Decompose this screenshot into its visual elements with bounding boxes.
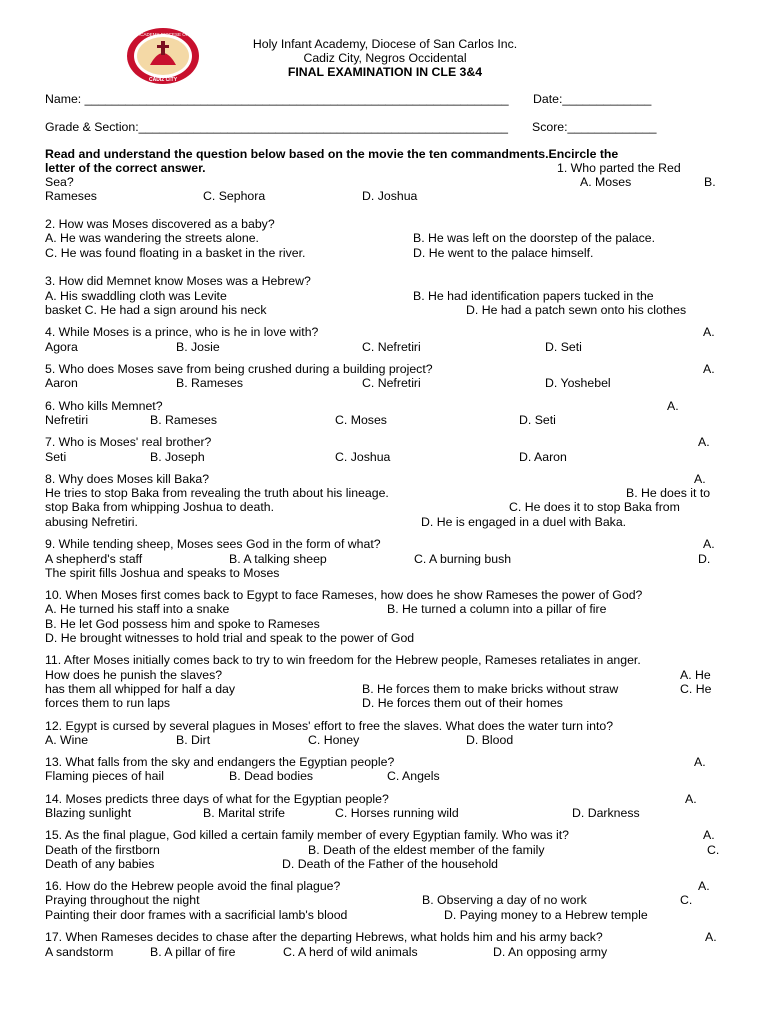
exam-title: FINAL EXAMINATION IN CLE 3&4 bbox=[287, 65, 483, 79]
q7-option-d[interactable]: D. Aaron bbox=[519, 450, 567, 464]
q10-option-d[interactable]: D. He brought witnesses to hold trial and speak to the power of God bbox=[45, 631, 415, 645]
q7-option-b[interactable]: B. Joseph bbox=[150, 450, 205, 464]
school-location: Cadiz City, Negros Occidental bbox=[303, 51, 467, 65]
q16-option-b[interactable]: B. Observing a day of no work bbox=[422, 893, 587, 907]
q13-option-c[interactable]: C. Angels bbox=[387, 769, 440, 783]
q3-option-a[interactable]: A. His swaddling cloth was Levite bbox=[45, 289, 227, 303]
grade-section-field[interactable]: Grade & Section:______________________________________________________ bbox=[45, 120, 508, 134]
q11-option-c-letter[interactable]: C. He bbox=[680, 682, 712, 696]
date-field[interactable]: Date:_____________ bbox=[533, 92, 652, 106]
q17-option-d[interactable]: D. An opposing army bbox=[493, 945, 608, 959]
q16-option-c-letter[interactable]: C. bbox=[680, 893, 693, 907]
school-name: Holy Infant Academy, Diocese of San Carlos Inc. bbox=[252, 37, 518, 51]
q8-option-c[interactable]: abusing Nefretiri. bbox=[45, 515, 138, 529]
q15-option-d[interactable]: D. Death of the Father of the household bbox=[282, 857, 499, 871]
q11-option-b[interactable]: B. He forces them to make bricks without straw bbox=[362, 682, 619, 696]
q17-option-b[interactable]: B. A pillar of fire bbox=[150, 945, 236, 959]
q11-option-d[interactable]: D. He forces them out of their homes bbox=[362, 696, 563, 710]
q5-option-b[interactable]: B. Rameses bbox=[176, 376, 243, 390]
question-4-text: 4. While Moses is a prince, who is he in love with? bbox=[45, 325, 319, 339]
q11-option-c[interactable]: forces them to run laps bbox=[45, 696, 171, 710]
q1-option-c[interactable]: C. Sephora bbox=[203, 189, 266, 203]
q6-option-d[interactable]: D. Seti bbox=[519, 413, 556, 427]
q9-option-c[interactable]: C. A burning bush bbox=[414, 552, 512, 566]
q13-option-a-letter[interactable]: A. bbox=[694, 755, 706, 769]
q9-option-d[interactable]: The spirit fills Joshua and speaks to Moses bbox=[45, 566, 280, 580]
q5-option-a[interactable]: Aaron bbox=[45, 376, 78, 390]
q8-option-c-letter[interactable]: C. He does it to stop Baka from bbox=[509, 500, 680, 514]
q1-option-b[interactable]: Rameses bbox=[45, 189, 97, 203]
q15-option-c-letter[interactable]: C. bbox=[707, 843, 720, 857]
q8-option-b-letter[interactable]: B. He does it to bbox=[626, 486, 711, 500]
q14-option-c[interactable]: C. Horses running wild bbox=[335, 806, 459, 820]
question-15-text: 15. As the final plague, God killed a certain family member of every Egyptian family. Who was it? bbox=[45, 828, 569, 842]
instructions-line-2: letter of the correct answer. bbox=[45, 161, 206, 175]
q16-option-a-letter[interactable]: A. bbox=[698, 879, 710, 893]
question-5-text: 5. Who does Moses save from being crushed during a building project? bbox=[45, 362, 433, 376]
q15-option-b[interactable]: B. Death of the eldest member of the family bbox=[308, 843, 545, 857]
q7-option-a-letter[interactable]: A. bbox=[698, 435, 710, 449]
score-field[interactable]: Score:_____________ bbox=[532, 120, 657, 134]
question-7-text: 7. Who is Moses' real brother? bbox=[45, 435, 212, 449]
q6-option-a-letter[interactable]: A. bbox=[667, 399, 679, 413]
question-1-text-cont: Sea? bbox=[45, 175, 74, 189]
question-3-text: 3. How did Memnet know Moses was a Hebrew? bbox=[45, 274, 311, 288]
q12-option-a[interactable]: A. Wine bbox=[45, 733, 89, 747]
q16-option-d[interactable]: D. Paying money to a Hebrew temple bbox=[444, 908, 648, 922]
q7-option-a[interactable]: Seti bbox=[45, 450, 67, 464]
q15-option-a[interactable]: Death of the firstborn bbox=[45, 843, 160, 857]
q2-option-d[interactable]: D. He went to the palace himself. bbox=[413, 246, 594, 260]
q4-option-a-letter[interactable]: A. bbox=[703, 325, 715, 339]
q16-option-a[interactable]: Praying throughout the night bbox=[45, 893, 200, 907]
q13-option-b[interactable]: B. Dead bodies bbox=[229, 769, 314, 783]
q5-option-d[interactable]: D. Yoshebel bbox=[545, 376, 611, 390]
q6-option-c[interactable]: C. Moses bbox=[335, 413, 387, 427]
q17-option-a[interactable]: A sandstorm bbox=[45, 945, 114, 959]
q9-option-b[interactable]: B. A talking sheep bbox=[229, 552, 327, 566]
q12-option-c[interactable]: C. Honey bbox=[308, 733, 360, 747]
q14-option-a[interactable]: Blazing sunlight bbox=[45, 806, 132, 820]
q9-option-a-letter[interactable]: A. bbox=[703, 537, 715, 551]
q2-option-b[interactable]: B. He was left on the doorstep of the palace. bbox=[413, 231, 655, 245]
q17-option-c[interactable]: C. A herd of wild animals bbox=[283, 945, 418, 959]
seal-top-text: HOLY INFANT ACADEMY DIOCESE OF SAN CARLOS bbox=[107, 32, 219, 37]
q15-option-c[interactable]: Death of any babies bbox=[45, 857, 155, 871]
question-11-text: 11. After Moses initially comes back to try to win freedom for the Hebrew people, Rameses retaliates in anger. bbox=[45, 653, 641, 667]
q5-option-a-letter[interactable]: A. bbox=[703, 362, 715, 376]
question-11-text-cont: How does he punish the slaves? bbox=[45, 668, 223, 682]
q1-option-d[interactable]: D. Joshua bbox=[362, 189, 418, 203]
q11-option-a[interactable]: has them all whipped for half a day bbox=[45, 682, 236, 696]
q8-option-a-letter[interactable]: A. bbox=[694, 472, 706, 486]
q8-option-a[interactable]: He tries to stop Baka from revealing the truth about his lineage. bbox=[45, 486, 389, 500]
question-10-text: 10. When Moses first comes back to Egypt to face Rameses, how does he show Rameses the power of God? bbox=[45, 588, 643, 602]
q8-option-d[interactable]: D. He is engaged in a duel with Baka. bbox=[421, 515, 627, 529]
school-seal-logo bbox=[107, 27, 219, 85]
name-field[interactable]: Name: ______________________________________________________________ bbox=[45, 92, 509, 106]
q9-option-a[interactable]: A shepherd's staff bbox=[45, 552, 143, 566]
q8-option-b[interactable]: stop Baka from whipping Joshua to death. bbox=[45, 500, 274, 514]
q14-option-d[interactable]: D. Darkness bbox=[572, 806, 640, 820]
q10-option-c[interactable]: B. He let God possess him and spoke to Rameses bbox=[45, 617, 320, 631]
q4-option-b[interactable]: B. Josie bbox=[176, 340, 220, 354]
q6-option-a[interactable]: Nefretiri bbox=[45, 413, 89, 427]
q14-option-b[interactable]: B. Marital strife bbox=[203, 806, 285, 820]
q12-option-d[interactable]: D. Blood bbox=[466, 733, 514, 747]
q14-option-a-letter[interactable]: A. bbox=[685, 792, 697, 806]
q4-option-c[interactable]: C. Nefretiri bbox=[362, 340, 421, 354]
seal-bottom-text: CADIZ CITY bbox=[148, 77, 178, 83]
q3-option-b[interactable]: B. He had identification papers tucked in the bbox=[413, 289, 654, 303]
question-16-text: 16. How do the Hebrew people avoid the final plague? bbox=[45, 879, 341, 893]
q11-option-a-letter[interactable]: A. He bbox=[680, 668, 711, 682]
q5-option-c[interactable]: C. Nefretiri bbox=[362, 376, 421, 390]
question-2-text: 2. How was Moses discovered as a baby? bbox=[45, 217, 275, 231]
question-8-text: 8. Why does Moses kill Baka? bbox=[45, 472, 210, 486]
q13-option-a[interactable]: Flaming pieces of hail bbox=[45, 769, 164, 783]
question-9-text: 9. While tending sheep, Moses sees God in the form of what? bbox=[45, 537, 381, 551]
q12-option-b[interactable]: B. Dirt bbox=[176, 733, 211, 747]
question-13-text: 13. What falls from the sky and endangers the Egyptian people? bbox=[45, 755, 395, 769]
q2-option-c[interactable]: C. He was found floating in a basket in the river. bbox=[45, 246, 306, 260]
q17-option-a-letter[interactable]: A. bbox=[705, 930, 717, 944]
question-14-text: 14. Moses predicts three days of what for the Egyptian people? bbox=[45, 792, 389, 806]
q15-option-a-letter[interactable]: A. bbox=[703, 828, 715, 842]
q6-option-b[interactable]: B. Rameses bbox=[150, 413, 217, 427]
q2-option-a[interactable]: A. He was wandering the streets alone. bbox=[45, 231, 259, 245]
q10-option-b[interactable]: B. He turned a column into a pillar of fire bbox=[387, 602, 607, 616]
question-12-text: 12. Egypt is cursed by several plagues in Moses' effort to free the slaves. What does the water turn into? bbox=[45, 719, 614, 733]
instructions-line-1: Read and understand the question below based on the movie the ten commandments.Encircle the bbox=[45, 147, 619, 161]
q9-option-d-letter[interactable]: D. bbox=[698, 552, 711, 566]
q3-option-c[interactable]: basket C. He had a sign around his neck bbox=[45, 303, 267, 317]
question-6-text: 6. Who kills Memnet? bbox=[45, 399, 163, 413]
question-17-text: 17. When Rameses decides to chase after the departing Hebrews, what holds him and his army back? bbox=[45, 930, 603, 944]
q4-option-a[interactable]: Agora bbox=[45, 340, 78, 354]
q1-option-b-letter[interactable]: B. bbox=[704, 175, 716, 189]
question-1-text: 1. Who parted the Red bbox=[557, 161, 681, 175]
q16-option-c[interactable]: Painting their door frames with a sacrificial lamb's blood bbox=[45, 908, 348, 922]
q4-option-d[interactable]: D. Seti bbox=[545, 340, 582, 354]
q10-option-a[interactable]: A. He turned his staff into a snake bbox=[45, 602, 230, 616]
q1-option-a[interactable]: A. Moses bbox=[580, 175, 632, 189]
q3-option-d[interactable]: D. He had a patch sewn onto his clothes bbox=[466, 303, 687, 317]
q7-option-c[interactable]: C. Joshua bbox=[335, 450, 391, 464]
